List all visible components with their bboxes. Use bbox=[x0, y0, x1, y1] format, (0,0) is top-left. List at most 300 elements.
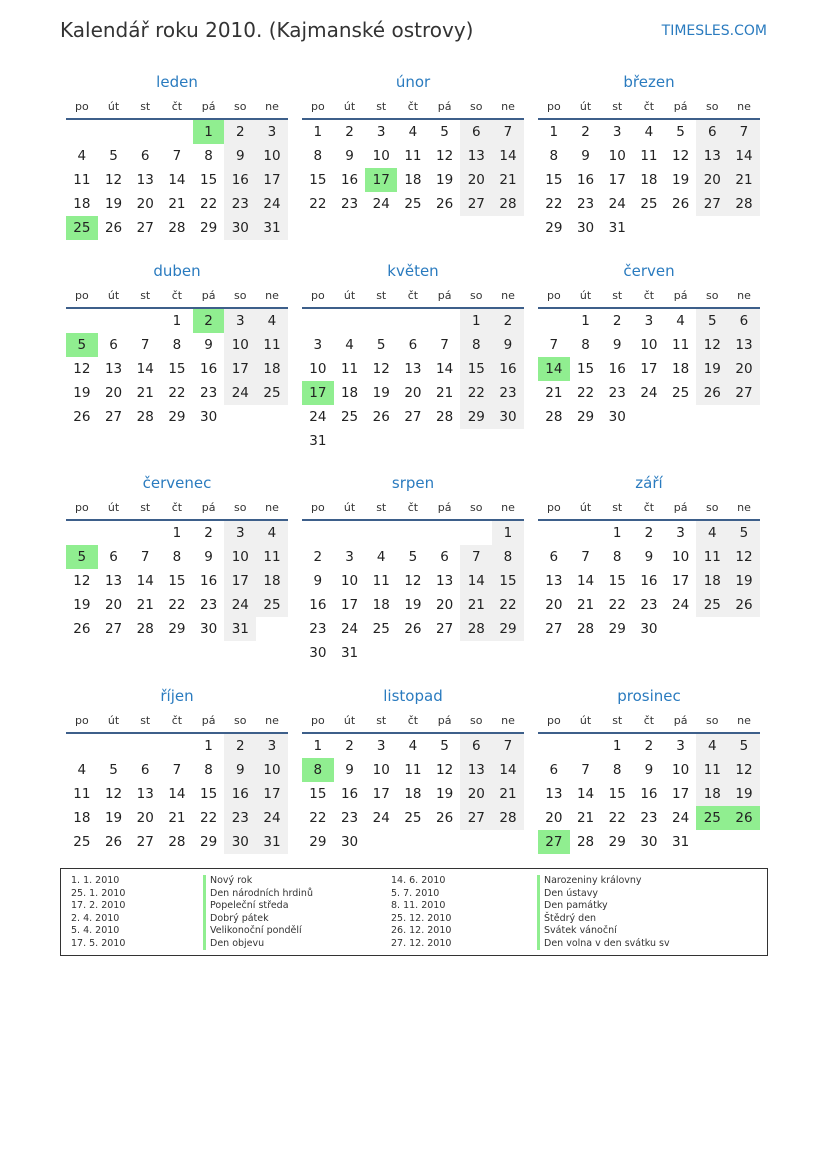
day-cell: 7 bbox=[492, 734, 524, 758]
empty-cell bbox=[66, 734, 98, 758]
day-cell: 16 bbox=[340, 172, 359, 188]
day-cell: 24 bbox=[256, 806, 288, 830]
day-cell: 24 bbox=[340, 621, 359, 637]
day-cell: 2 bbox=[492, 309, 524, 333]
empty-cell bbox=[570, 521, 602, 545]
day-cell: 18 bbox=[696, 569, 728, 593]
weekday-label: pá bbox=[201, 289, 216, 302]
weekday-label: so bbox=[706, 501, 719, 514]
day-cell: 22 bbox=[608, 810, 626, 826]
empty-cell bbox=[397, 521, 429, 545]
weekday-label: po bbox=[546, 501, 561, 514]
month-10 bbox=[66, 686, 288, 854]
day-cell: 11 bbox=[404, 148, 422, 164]
holiday-name: Den památky bbox=[537, 900, 670, 913]
day-cell: 19 bbox=[728, 569, 760, 593]
day-cell: 25 bbox=[256, 381, 288, 405]
weekday-header bbox=[302, 96, 524, 120]
day-cell: 13 bbox=[136, 786, 154, 802]
holiday-day-cell: 25 bbox=[696, 806, 728, 830]
holiday-name: Dobrý pátek bbox=[203, 913, 313, 926]
day-cell: 17 bbox=[672, 786, 690, 802]
day-cell: 27 bbox=[460, 192, 492, 216]
day-cell: 20 bbox=[104, 385, 123, 401]
day-cell: 14 bbox=[576, 573, 595, 589]
day-cell: 5 bbox=[440, 124, 449, 140]
day-cell: 4 bbox=[256, 521, 288, 545]
day-cell: 5 bbox=[696, 309, 728, 333]
day-cell: 28 bbox=[436, 409, 454, 425]
day-cell: 23 bbox=[492, 381, 524, 405]
holiday-day-cell: 17 bbox=[302, 381, 334, 405]
day-cell: 15 bbox=[608, 786, 626, 802]
day-grid bbox=[66, 309, 288, 429]
day-cell: 2 bbox=[345, 738, 354, 754]
day-cell: 6 bbox=[440, 549, 449, 565]
day-cell: 10 bbox=[309, 361, 327, 377]
day-cell: 19 bbox=[372, 385, 390, 401]
weekday-label: so bbox=[234, 714, 247, 727]
day-cell: 8 bbox=[313, 148, 323, 164]
day-cell: 20 bbox=[404, 385, 422, 401]
month-9 bbox=[538, 473, 760, 641]
day-cell: 9 bbox=[644, 762, 654, 778]
weekday-label: so bbox=[706, 714, 719, 727]
day-grid bbox=[66, 521, 288, 641]
day-cell: 13 bbox=[696, 144, 728, 168]
weekday-header bbox=[302, 497, 524, 521]
day-cell: 10 bbox=[640, 337, 658, 353]
day-cell: 18 bbox=[256, 357, 288, 381]
day-cell: 17 bbox=[640, 361, 658, 377]
day-cell: 18 bbox=[672, 361, 690, 377]
day-cell: 27 bbox=[104, 621, 123, 637]
holiday-list bbox=[60, 868, 768, 956]
day-cell: 10 bbox=[672, 549, 690, 565]
day-cell: 26 bbox=[672, 196, 690, 212]
day-cell: 12 bbox=[728, 758, 760, 782]
month-8 bbox=[302, 473, 524, 665]
day-cell: 27 bbox=[696, 192, 728, 216]
empty-cell bbox=[129, 120, 161, 144]
month-7 bbox=[66, 473, 288, 641]
month-name: prosinec bbox=[617, 687, 681, 705]
weekday-label: st bbox=[612, 714, 623, 727]
day-cell: 24 bbox=[309, 409, 327, 425]
holiday-date: 25. 1. 2010 bbox=[71, 887, 126, 899]
day-cell: 6 bbox=[140, 762, 150, 778]
day-cell: 19 bbox=[436, 786, 454, 802]
weekday-label: čt bbox=[171, 100, 183, 113]
weekday-label: ne bbox=[737, 714, 751, 727]
weekday-label: so bbox=[234, 289, 247, 302]
day-grid bbox=[66, 734, 288, 854]
day-cell: 17 bbox=[224, 569, 256, 593]
day-cell: 26 bbox=[436, 196, 454, 212]
holiday-name: Den objevu bbox=[203, 938, 313, 951]
day-cell: 26 bbox=[696, 381, 728, 405]
day-cell: 22 bbox=[309, 196, 327, 212]
day-cell: 25 bbox=[340, 409, 359, 425]
holiday-day-cell: 8 bbox=[302, 758, 334, 782]
holiday-day-cell: 17 bbox=[365, 168, 397, 192]
weekday-label: čt bbox=[171, 501, 183, 514]
day-cell: 18 bbox=[404, 786, 422, 802]
day-cell: 4 bbox=[696, 521, 728, 545]
empty-cell bbox=[365, 521, 397, 545]
month-name: březen bbox=[623, 73, 675, 91]
day-cell: 26 bbox=[73, 409, 91, 425]
day-cell: 5 bbox=[376, 337, 386, 353]
day-cell: 22 bbox=[492, 593, 524, 617]
weekday-label: ne bbox=[501, 100, 515, 113]
day-cell: 14 bbox=[136, 573, 154, 589]
day-cell: 8 bbox=[204, 762, 213, 778]
day-cell: 16 bbox=[200, 361, 218, 377]
empty-cell bbox=[429, 309, 461, 333]
day-cell: 12 bbox=[728, 545, 760, 569]
day-cell: 21 bbox=[136, 385, 154, 401]
day-cell: 30 bbox=[224, 830, 256, 854]
day-cell: 14 bbox=[576, 786, 595, 802]
day-cell: 1 bbox=[313, 738, 323, 754]
day-cell: 16 bbox=[576, 172, 595, 188]
day-cell: 23 bbox=[200, 597, 218, 613]
holiday-date: 1. 1. 2010 bbox=[71, 875, 120, 886]
day-cell: 17 bbox=[256, 168, 288, 192]
day-cell: 5 bbox=[109, 762, 118, 778]
day-cell: 11 bbox=[256, 333, 288, 357]
day-cell: 10 bbox=[340, 573, 359, 589]
day-cell: 22 bbox=[168, 385, 186, 401]
empty-cell bbox=[302, 521, 334, 545]
day-grid bbox=[538, 734, 760, 854]
empty-cell bbox=[129, 309, 161, 333]
day-cell: 16 bbox=[224, 168, 256, 192]
weekday-label: so bbox=[706, 100, 719, 113]
day-cell: 2 bbox=[313, 549, 323, 565]
day-cell: 7 bbox=[172, 148, 182, 164]
day-cell: 21 bbox=[492, 782, 524, 806]
day-cell: 13 bbox=[104, 361, 123, 377]
day-cell: 11 bbox=[696, 758, 728, 782]
day-cell: 4 bbox=[644, 124, 654, 140]
month-name: květen bbox=[387, 262, 439, 280]
empty-cell bbox=[98, 734, 130, 758]
day-cell: 6 bbox=[109, 549, 118, 565]
day-cell: 18 bbox=[640, 172, 658, 188]
day-cell: 18 bbox=[73, 196, 91, 212]
day-cell: 28 bbox=[492, 192, 524, 216]
day-cell: 2 bbox=[204, 525, 213, 541]
day-cell: 3 bbox=[224, 521, 256, 545]
holiday-name: Nový rok bbox=[203, 875, 313, 888]
day-cell: 26 bbox=[404, 621, 422, 637]
weekday-label: čt bbox=[407, 501, 419, 514]
weekday-label: út bbox=[343, 100, 356, 113]
day-cell: 20 bbox=[545, 810, 563, 826]
day-cell: 9 bbox=[612, 337, 622, 353]
day-cell: 8 bbox=[549, 148, 559, 164]
holiday-day-cell: 25 bbox=[66, 216, 98, 240]
weekday-label: ne bbox=[501, 714, 515, 727]
day-cell: 3 bbox=[345, 549, 354, 565]
weekday-label: pá bbox=[201, 100, 216, 113]
day-cell: 29 bbox=[576, 409, 595, 425]
day-cell: 10 bbox=[372, 148, 390, 164]
empty-cell bbox=[429, 521, 461, 545]
weekday-label: st bbox=[140, 289, 151, 302]
holiday-name: Den národních hrdinů bbox=[203, 888, 313, 901]
day-cell: 29 bbox=[545, 220, 563, 236]
weekday-label: út bbox=[579, 714, 592, 727]
day-cell: 17 bbox=[340, 597, 359, 613]
day-cell: 12 bbox=[104, 786, 123, 802]
day-cell: 24 bbox=[372, 810, 390, 826]
day-cell: 15 bbox=[168, 361, 186, 377]
day-cell: 9 bbox=[224, 758, 256, 782]
day-cell: 21 bbox=[576, 597, 595, 613]
day-cell: 29 bbox=[608, 834, 626, 850]
day-cell: 30 bbox=[224, 216, 256, 240]
day-cell: 26 bbox=[728, 593, 760, 617]
weekday-label: st bbox=[376, 714, 387, 727]
day-cell: 20 bbox=[545, 597, 563, 613]
day-cell: 3 bbox=[256, 734, 288, 758]
day-cell: 11 bbox=[640, 148, 658, 164]
empty-cell bbox=[460, 521, 492, 545]
day-cell: 23 bbox=[608, 385, 626, 401]
weekday-label: pá bbox=[437, 714, 452, 727]
day-cell: 12 bbox=[436, 148, 454, 164]
weekday-label: út bbox=[343, 289, 356, 302]
day-cell: 24 bbox=[372, 196, 390, 212]
day-cell: 27 bbox=[545, 621, 563, 637]
holiday-date: 8. 11. 2010 bbox=[391, 900, 446, 911]
weekday-label: čt bbox=[407, 100, 419, 113]
day-cell: 19 bbox=[696, 357, 728, 381]
day-cell: 12 bbox=[436, 762, 454, 778]
day-cell: 10 bbox=[608, 148, 626, 164]
day-cell: 8 bbox=[204, 148, 213, 164]
day-cell: 6 bbox=[696, 120, 728, 144]
day-cell: 22 bbox=[608, 597, 626, 613]
day-cell: 29 bbox=[168, 409, 186, 425]
holiday-date: 26. 12. 2010 bbox=[391, 925, 452, 936]
day-cell: 1 bbox=[612, 525, 622, 541]
day-cell: 6 bbox=[549, 549, 559, 565]
day-cell: 6 bbox=[408, 337, 418, 353]
holiday-date: 25. 12. 2010 bbox=[391, 912, 452, 924]
day-cell: 2 bbox=[612, 313, 622, 329]
holiday-day-cell: 14 bbox=[538, 357, 570, 381]
day-cell: 19 bbox=[73, 385, 91, 401]
weekday-header bbox=[66, 710, 288, 734]
day-cell: 16 bbox=[492, 357, 524, 381]
day-cell: 24 bbox=[640, 385, 658, 401]
day-cell: 5 bbox=[109, 148, 118, 164]
day-cell: 3 bbox=[376, 124, 386, 140]
day-cell: 9 bbox=[345, 762, 354, 778]
empty-cell bbox=[66, 309, 98, 333]
empty-cell bbox=[161, 734, 193, 758]
day-cell: 14 bbox=[460, 569, 492, 593]
day-cell: 30 bbox=[309, 645, 327, 661]
day-cell: 13 bbox=[436, 573, 454, 589]
weekday-label: út bbox=[107, 501, 120, 514]
day-cell: 8 bbox=[172, 337, 182, 353]
weekday-label: po bbox=[74, 289, 89, 302]
day-cell: 20 bbox=[104, 597, 123, 613]
day-grid bbox=[538, 120, 760, 240]
day-cell: 31 bbox=[608, 220, 626, 236]
weekday-label: út bbox=[579, 289, 592, 302]
day-cell: 13 bbox=[404, 361, 422, 377]
day-cell: 20 bbox=[696, 168, 728, 192]
empty-cell bbox=[66, 521, 98, 545]
day-cell: 18 bbox=[73, 810, 91, 826]
day-cell: 16 bbox=[608, 361, 626, 377]
day-cell: 30 bbox=[640, 621, 658, 637]
day-cell: 6 bbox=[728, 309, 760, 333]
weekday-label: ne bbox=[737, 100, 751, 113]
empty-cell bbox=[538, 521, 570, 545]
day-cell: 8 bbox=[492, 545, 524, 569]
day-cell: 5 bbox=[728, 521, 760, 545]
weekday-label: ne bbox=[501, 289, 515, 302]
site-link[interactable]: TIMESLES.COM bbox=[661, 23, 767, 39]
day-cell: 1 bbox=[492, 521, 524, 545]
day-cell: 23 bbox=[640, 810, 658, 826]
month-name: červen bbox=[623, 262, 675, 280]
weekday-label: čt bbox=[643, 289, 655, 302]
day-cell: 1 bbox=[172, 525, 182, 541]
weekday-label: út bbox=[579, 501, 592, 514]
day-cell: 9 bbox=[204, 549, 213, 565]
empty-cell bbox=[98, 309, 130, 333]
day-cell: 12 bbox=[73, 361, 91, 377]
day-cell: 9 bbox=[204, 337, 213, 353]
weekday-label: so bbox=[706, 289, 719, 302]
weekday-label: po bbox=[74, 100, 89, 113]
day-cell: 21 bbox=[545, 385, 563, 401]
day-cell: 23 bbox=[340, 810, 359, 826]
day-cell: 4 bbox=[256, 309, 288, 333]
day-cell: 7 bbox=[728, 120, 760, 144]
page-title: Kalendář roku 2010. (Kajmanské ostrovy) bbox=[60, 18, 474, 42]
day-cell: 24 bbox=[608, 196, 626, 212]
day-cell: 22 bbox=[460, 381, 492, 405]
weekday-header bbox=[302, 285, 524, 309]
day-grid bbox=[302, 120, 524, 216]
day-cell: 6 bbox=[140, 148, 150, 164]
day-cell: 12 bbox=[696, 333, 728, 357]
weekday-label: ne bbox=[265, 100, 279, 113]
day-cell: 16 bbox=[309, 597, 327, 613]
day-cell: 7 bbox=[140, 549, 150, 565]
holiday-day-cell: 5 bbox=[66, 333, 98, 357]
day-cell: 26 bbox=[73, 621, 91, 637]
day-cell: 13 bbox=[460, 758, 492, 782]
weekday-label: po bbox=[310, 100, 325, 113]
day-cell: 4 bbox=[345, 337, 354, 353]
day-cell: 25 bbox=[672, 385, 690, 401]
day-cell: 6 bbox=[549, 762, 559, 778]
weekday-label: pá bbox=[201, 501, 216, 514]
day-cell: 22 bbox=[168, 597, 186, 613]
empty-cell bbox=[302, 309, 334, 333]
weekday-label: so bbox=[470, 714, 483, 727]
day-cell: 30 bbox=[576, 220, 595, 236]
day-cell: 15 bbox=[492, 569, 524, 593]
holiday-date: 17. 5. 2010 bbox=[71, 937, 126, 949]
day-cell: 23 bbox=[200, 385, 218, 401]
day-cell: 14 bbox=[436, 361, 454, 377]
day-cell: 16 bbox=[224, 782, 256, 806]
day-cell: 21 bbox=[436, 385, 454, 401]
holiday-name: Velikonoční pondělí bbox=[203, 925, 313, 938]
day-cell: 20 bbox=[460, 168, 492, 192]
day-cell: 14 bbox=[728, 144, 760, 168]
month-name: leden bbox=[156, 73, 198, 91]
day-cell: 31 bbox=[256, 830, 288, 854]
day-cell: 1 bbox=[612, 738, 622, 754]
day-cell: 5 bbox=[408, 549, 418, 565]
holiday-name: Den volna v den svátku sv bbox=[537, 938, 670, 951]
day-cell: 25 bbox=[404, 196, 422, 212]
day-cell: 25 bbox=[640, 196, 658, 212]
day-cell: 15 bbox=[309, 786, 327, 802]
month-name: září bbox=[635, 474, 663, 492]
empty-cell bbox=[161, 120, 193, 144]
day-cell: 27 bbox=[728, 381, 760, 405]
month-name: duben bbox=[153, 262, 201, 280]
day-cell: 17 bbox=[372, 786, 390, 802]
day-cell: 3 bbox=[644, 313, 654, 329]
weekday-label: st bbox=[376, 501, 387, 514]
month-2 bbox=[302, 72, 524, 216]
weekday-label: út bbox=[107, 714, 120, 727]
day-grid bbox=[538, 309, 760, 429]
weekday-label: po bbox=[74, 714, 89, 727]
day-cell: 13 bbox=[545, 573, 563, 589]
day-cell: 21 bbox=[136, 597, 154, 613]
day-cell: 5 bbox=[728, 734, 760, 758]
day-cell: 19 bbox=[73, 597, 91, 613]
day-grid bbox=[302, 309, 524, 453]
day-grid bbox=[538, 521, 760, 641]
holiday-day-cell: 27 bbox=[538, 830, 570, 854]
day-cell: 27 bbox=[460, 806, 492, 830]
day-cell: 2 bbox=[224, 734, 256, 758]
day-grid bbox=[66, 120, 288, 240]
day-cell: 30 bbox=[640, 834, 658, 850]
holiday-date: 14. 6. 2010 bbox=[391, 875, 446, 886]
day-cell: 17 bbox=[224, 357, 256, 381]
weekday-label: čt bbox=[407, 289, 419, 302]
holiday-name: Štědrý den bbox=[537, 913, 670, 926]
day-cell: 31 bbox=[309, 433, 327, 449]
day-cell: 11 bbox=[404, 762, 422, 778]
month-3 bbox=[538, 72, 760, 240]
day-cell: 29 bbox=[492, 617, 524, 641]
weekday-label: po bbox=[310, 714, 325, 727]
weekday-label: st bbox=[612, 289, 623, 302]
day-cell: 23 bbox=[640, 597, 658, 613]
day-cell: 2 bbox=[581, 124, 590, 140]
day-cell: 3 bbox=[376, 738, 386, 754]
month-12 bbox=[538, 686, 760, 854]
